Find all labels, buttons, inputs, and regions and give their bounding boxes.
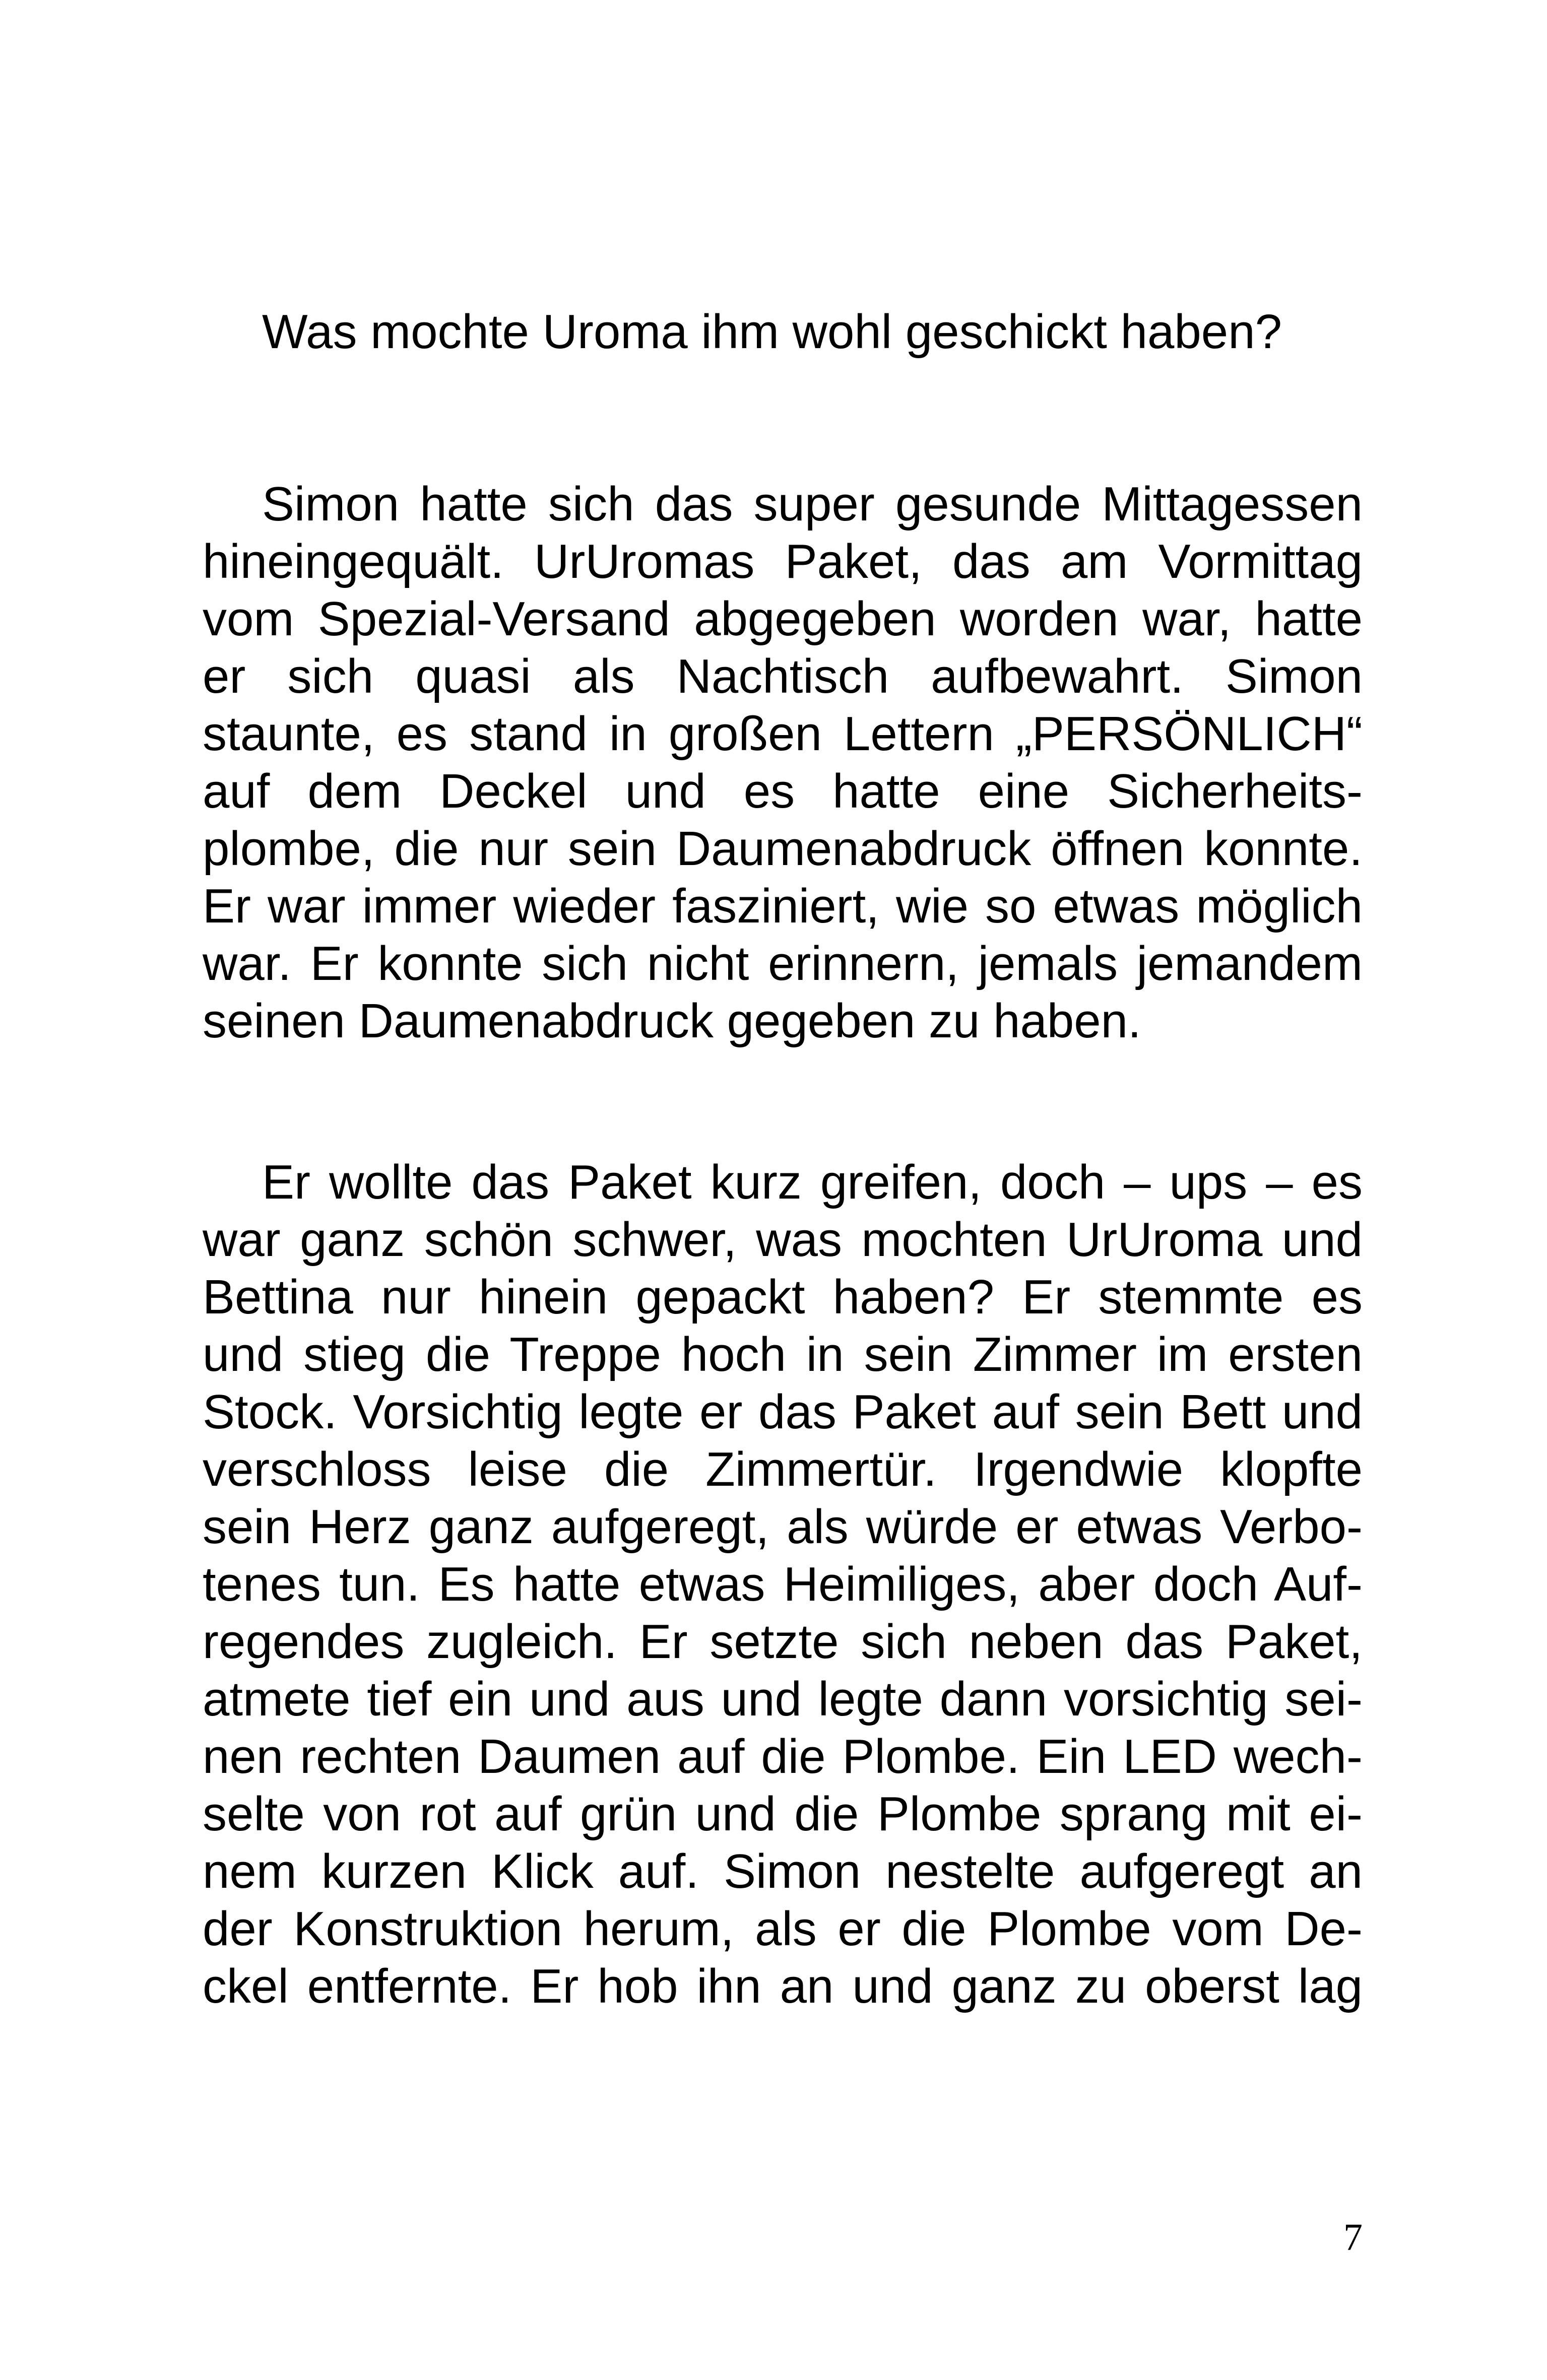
text-line: verschloss leise die Zimmertür. Irgendwie klopfte: [203, 1442, 1363, 1496]
paragraph-3: [203, 1154, 1363, 2015]
text-line: Stock. Vorsichtig legte er das Paket auf sein Bett und: [203, 1385, 1363, 1439]
text-line: regendes zugleich. Er setzte sich neben das Paket,: [203, 1615, 1363, 1669]
paragraph-1: [203, 303, 1363, 361]
text-line: war. Er konnte sich nicht erinnern, jemals jemandem: [203, 937, 1363, 990]
text-line: war ganz schön schwer, was mochten UrUroma und: [203, 1213, 1363, 1267]
text-line: seinen Daumenabdruck gegeben zu haben.: [203, 994, 1141, 1048]
text-line: hineingequält. UrUromas Paket, das am Vormittag: [203, 535, 1363, 588]
text-line: auf dem Deckel und es hatte eine Sicherheits-: [203, 764, 1363, 818]
text-line: ckel entfernte. Er hob ihn an und ganz zu oberst lag: [203, 1959, 1363, 2013]
text-line: Was mochte Uroma ihm wohl geschickt haben?: [262, 305, 1282, 359]
text-line: Simon hatte sich das super gesunde Mittagessen: [262, 477, 1363, 531]
text-line: nen rechten Daumen auf die Plombe. Ein LED wech-: [203, 1730, 1363, 1783]
page-number: 7: [1343, 2216, 1363, 2259]
text-line: nem kurzen Klick auf. Simon nestelte aufgeregt an: [203, 1844, 1363, 1898]
text-line: der Konstruktion herum, als er die Plombe vom De-: [203, 1902, 1363, 1956]
text-line: tenes tun. Es hatte etwas Heimiliges, aber doch Auf-: [203, 1557, 1363, 1611]
text-line: vom Spezial-Versand abgegeben worden war, hatte: [203, 592, 1363, 646]
text-line: Er wollte das Paket kurz greifen, doch – ups – es: [262, 1155, 1363, 1209]
paragraph-2: [203, 476, 1363, 1050]
text-line: sein Herz ganz aufgeregt, als würde er etwas Verbo-: [203, 1500, 1363, 1554]
text-line: atmete tief ein und aus und legte dann vorsichtig sei-: [203, 1672, 1363, 1726]
text-line: staunte, es stand in großen Lettern „PERSÖNLICH“: [203, 707, 1363, 761]
text-line: Bettina nur hinein gepackt haben? Er stemmte es: [203, 1270, 1363, 1324]
text-line: er sich quasi als Nachtisch aufbewahrt. Simon: [203, 649, 1363, 703]
text-line: plombe, die nur sein Daumenabdruck öffnen konnte.: [203, 822, 1363, 876]
text-line: Er war immer wieder fasziniert, wie so etwas möglich: [203, 879, 1363, 933]
text-line: und stieg die Treppe hoch in sein Zimmer im ersten: [203, 1328, 1363, 1381]
text-line: selte von rot auf grün und die Plombe sprang mit ei-: [203, 1787, 1363, 1841]
